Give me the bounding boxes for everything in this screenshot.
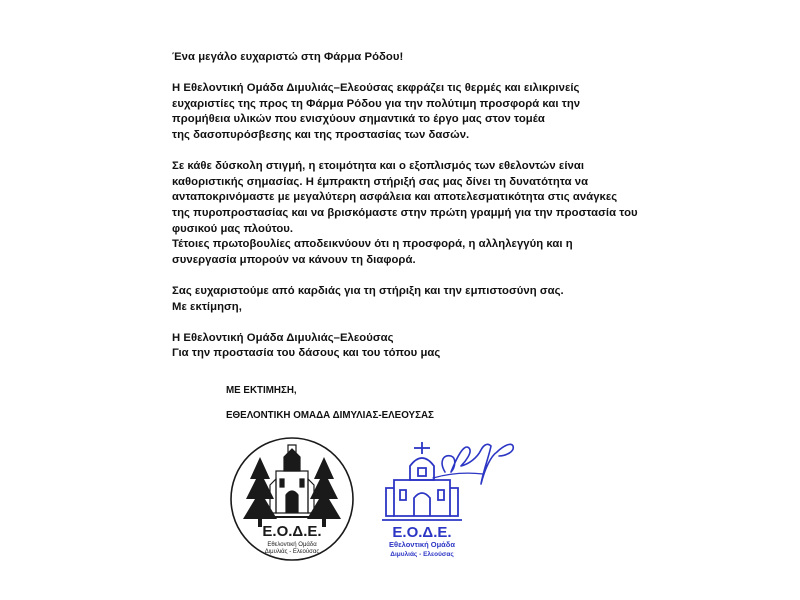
- blue-stamp-line1: Εθελοντική Ομάδα: [389, 540, 455, 549]
- black-stamp-line1: Εθελοντική Ομάδα: [267, 542, 317, 548]
- handwritten-signature: [425, 432, 520, 500]
- paragraph-line: Τέτοιες πρωτοβουλίες αποδεικνύουν ότι η προσφορά, η αλληλεγγύη και η: [172, 238, 573, 251]
- letter-body: [172, 50, 732, 362]
- black-stamp-line2: Διμυλιάς - Ελεούσας: [264, 549, 320, 555]
- closing-line: Η Εθελοντική Ομάδα Διμυλιάς–Ελεούσας: [172, 331, 394, 344]
- paragraph-line: της δασοπυρόσβεσης και της προστασίας των δασών.: [172, 128, 470, 141]
- paragraph-line: Σας ευχαριστούμε από καρδιάς για τη στήριξη και την εμπιστοσύνη σας.: [172, 284, 564, 297]
- paragraph-line: Με εκτίμηση,: [172, 300, 242, 313]
- paragraph-line: προμήθεια υλικών που ενισχύουν σημαντικά το έργο μας στον τομέα: [172, 113, 545, 126]
- black-stamp-abbr: Ε.Ο.Δ.Ε.: [262, 523, 322, 540]
- letter-greeting: Ένα μεγάλο ευχαριστώ στη Φάρμα Ρόδου!: [172, 51, 404, 63]
- paragraph-line: φυσικού μας πλούτου.: [172, 222, 294, 235]
- signature-regards: ΜΕ ΕΚΤΙΜΗΣΗ,: [226, 385, 297, 396]
- paragraph-line: ανταποκρινόμαστε με μεγαλύτερη ασφάλεια και αποτελεσματικότητα στις ανάγκες: [172, 191, 618, 204]
- letter-closing: [172, 331, 732, 362]
- paragraph-line: ευχαριστίες της προς τη Φάρμα Ρόδου για την πολύτιμη προσφορά και την: [172, 97, 581, 110]
- black-stamp-logo: [228, 435, 356, 563]
- church-icon: [268, 445, 316, 517]
- paragraph-line: της πυροπροστασίας και να βρισκόμαστε στην πρώτη γραμμή για την προστασία του: [172, 206, 638, 219]
- paragraph-line: Η Εθελοντική Ομάδα Διμυλιάς–Ελεούσας εκφράζει τις θερμές και ειλικρινείς: [172, 82, 580, 95]
- closing-line: Για την προστασία του δάσους και του τόπου μας: [172, 347, 441, 360]
- letter-paragraph-1: [172, 81, 732, 143]
- paragraph-line: Σε κάθε δύσκολη στιγμή, η ετοιμότητα και ο εξοπλισμός των εθελοντών είναι: [172, 160, 585, 173]
- letter-paragraph-3: [172, 284, 732, 315]
- paragraph-line: καθοριστικής σημασίας. Η έμπρακτη στήριξή σας μας δίνει τη δυνατότητα να: [172, 175, 589, 188]
- blue-stamp-line2: Διμυλιάς - Ελεούσας: [390, 551, 454, 558]
- letter-paragraph-2: [172, 159, 732, 268]
- signature-team-name: ΕΘΕΛΟΝΤΙΚΗ ΟΜΑΔΑ ΔΙΜΥΛΙΑΣ-ΕΛΕΟΥΣΑΣ: [226, 410, 434, 421]
- blue-stamp-abbr: Ε.Ο.Δ.Ε.: [392, 524, 452, 541]
- paragraph-line: συνεργασία μπορούν να κάνουν τη διαφορά.: [172, 253, 416, 266]
